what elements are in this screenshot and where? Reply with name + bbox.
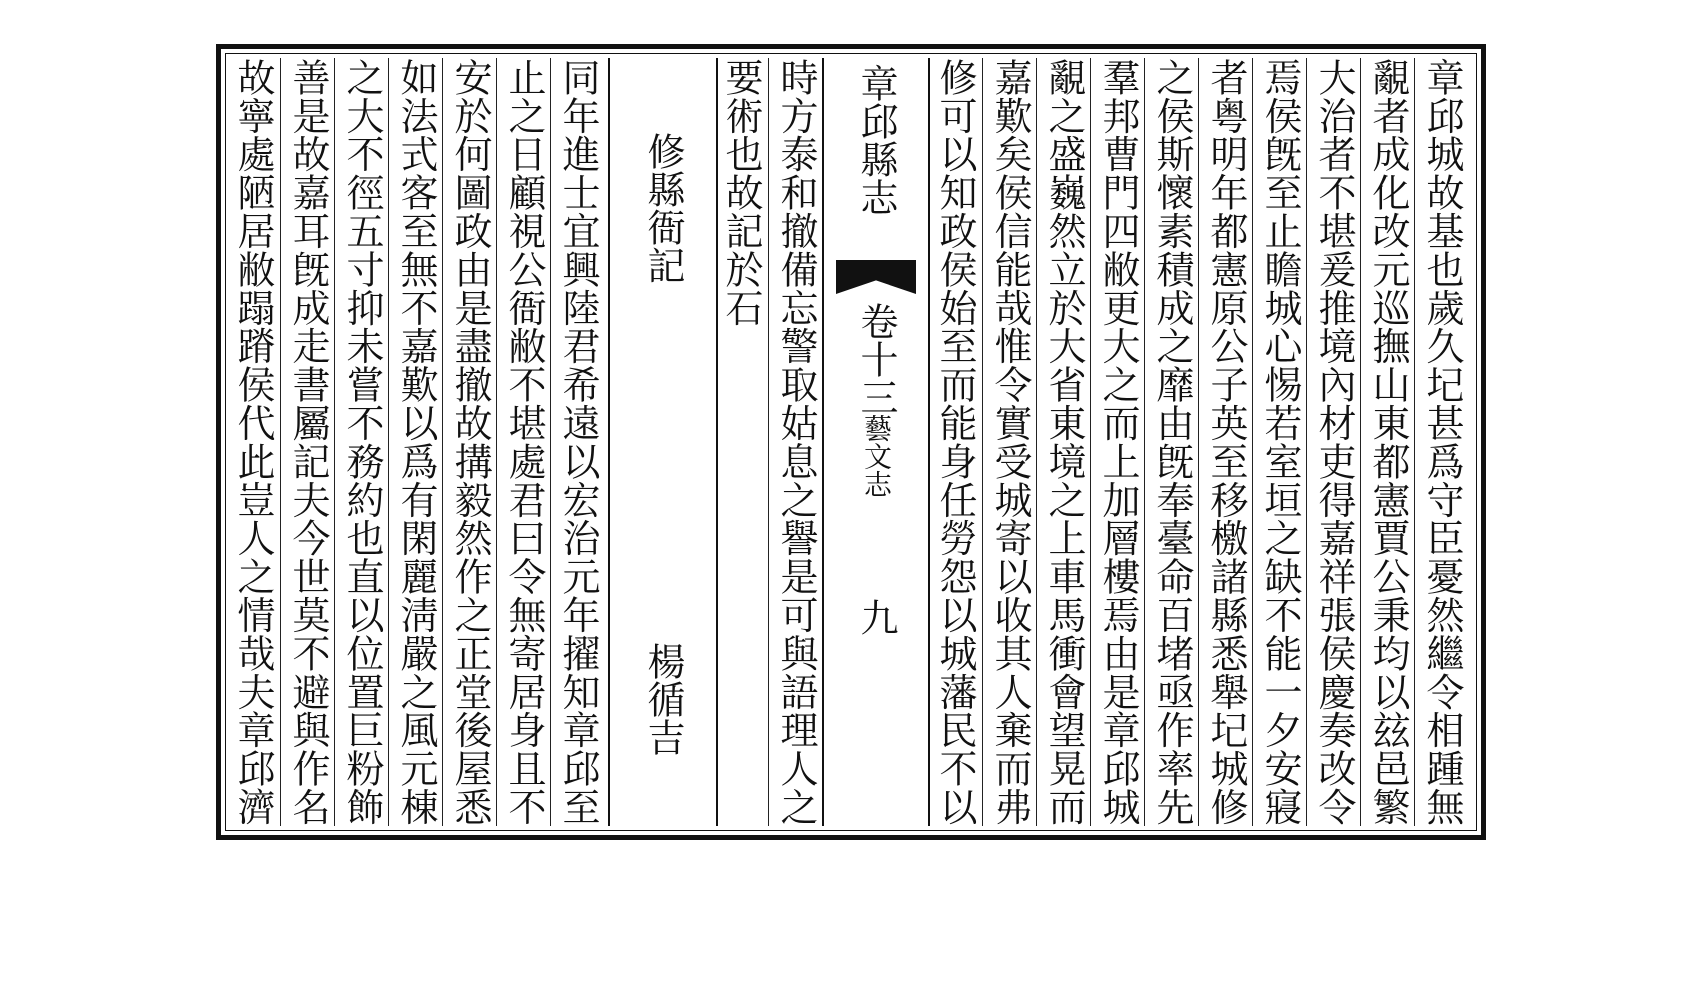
text-column: 止之日顧視公衙敝不堪處君曰令無寄居身且不 xyxy=(496,58,551,826)
text-column: 修可以知政侯始至而能身任勞怨以城藩民不以 xyxy=(933,58,977,826)
section-label: 藝文志 xyxy=(860,414,893,498)
text-column: 善是故嘉耳旣成走書屬記夫今世莫不避與作名 xyxy=(280,58,335,826)
text-column: 如法式客至無不嘉歎以爲有閑麗淸嚴之風元棟 xyxy=(388,58,443,826)
text-column: 之大不徑五寸抑未嘗不務約也直以位置巨粉飾 xyxy=(334,58,389,826)
essay-author: 楊循吉 xyxy=(641,642,685,756)
text-column: 覶者成化改元巡撫山東都憲賈公秉均以玆邑繁 xyxy=(1360,58,1415,826)
fish-tail-ornament xyxy=(836,260,916,294)
text-column: 嘉歎矣侯信能哉惟令實受城寄以收其人棄而弗 xyxy=(982,58,1037,826)
essay-heading-block xyxy=(608,58,718,826)
text-column: 故寧處陋居敝蹋蹐侯代此豈人之情哉夫章邱濟 xyxy=(231,58,275,826)
page-inner-frame xyxy=(225,53,1477,831)
book-title: 章邱縣志 xyxy=(854,64,898,216)
text-column: 時方泰和撤備忘警取姑息之譽是可與語理人之 xyxy=(768,58,823,826)
text-column: 焉侯旣至止瞻城心惕若室垣之缺不能一夕安寢 xyxy=(1252,58,1307,826)
text-column: 章邱城故基也歲久圮甚爲守臣憂然繼令相踵無 xyxy=(1414,58,1469,826)
text-column: 同年進士宜興陸君希遠以宏治元年擢知章邱至 xyxy=(550,58,605,826)
text-column: 大治者不堪爰推境內材吏得嘉祥張侯慶奏改令 xyxy=(1306,58,1361,826)
center-fold xyxy=(822,58,930,826)
volume-label: 卷十三 xyxy=(854,302,898,416)
text-column: 安於何圖政由是盡撤故搆毅然作之正堂後屋悉 xyxy=(442,58,497,826)
page-number: 九 xyxy=(854,598,898,636)
text-column: 之侯斯懷素積成之靡由旣奉臺命百堵亟作率先 xyxy=(1144,58,1199,826)
text-column: 覶之盛巍然立於大省東境之上車馬衝會望晃而 xyxy=(1036,58,1091,826)
book-page xyxy=(216,44,1486,840)
text-column: 者粤明年都憲原公子英至移檄諸縣悉舉圮城修 xyxy=(1198,58,1253,826)
essay-title: 修縣衙記 xyxy=(641,132,685,284)
text-column: 要術也故記於石 xyxy=(719,58,763,327)
text-column: 羣邦曹門四敝更大之而上加層樓焉由是章邱城 xyxy=(1090,58,1145,826)
